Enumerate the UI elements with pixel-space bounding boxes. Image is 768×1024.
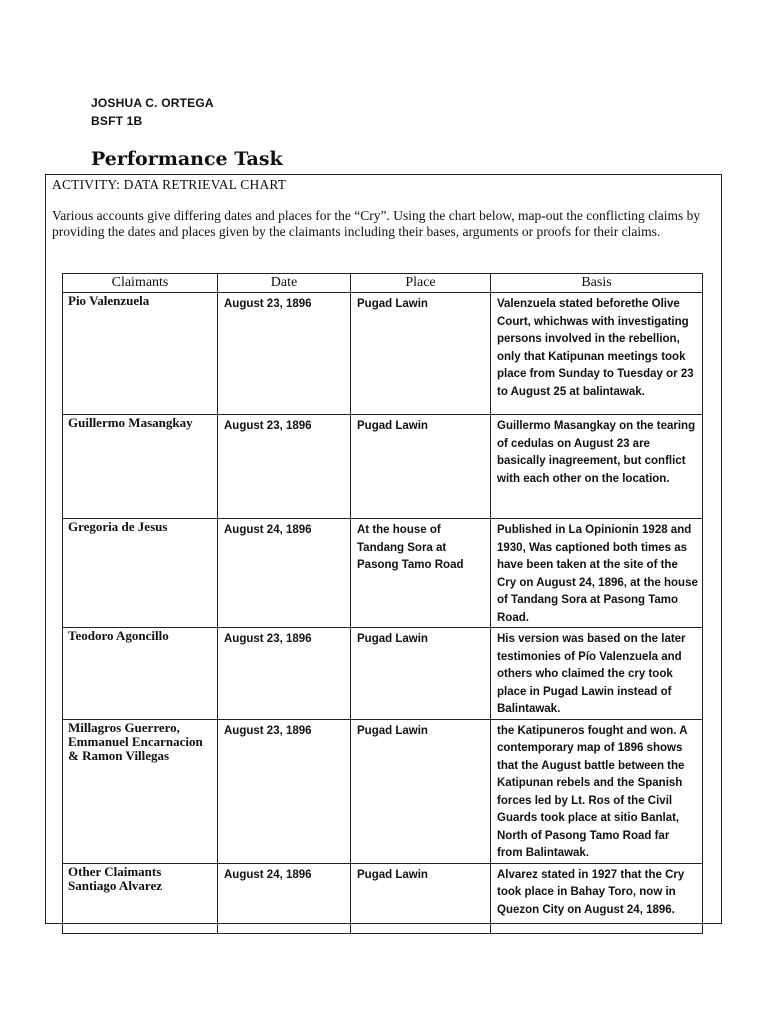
claimant-cell: Guillermo Masangkay [63, 415, 218, 519]
student-section: BSFT 1B [91, 114, 143, 128]
date-cell: August 24, 1896 [218, 519, 351, 628]
date-cell: August 23, 1896 [218, 628, 351, 720]
place-cell: At the house of Tandang Sora at Pasong Tamo Road [351, 519, 491, 628]
claimant-cell: Pio Valenzuela [63, 293, 218, 415]
table-row [63, 519, 703, 628]
table-row [63, 719, 703, 863]
student-name: JOSHUA C. ORTEGA [91, 96, 214, 110]
page-title: Performance Task [91, 148, 283, 170]
date-cell: August 23, 1896 [218, 293, 351, 415]
header-date: Date [218, 274, 351, 293]
place-cell: Pugad Lawin [351, 863, 491, 933]
claimant-cell: Other Claimants Santiago Alvarez [63, 863, 218, 933]
table-row [63, 415, 703, 519]
place-cell: Pugad Lawin [351, 293, 491, 415]
activity-title: ACTIVITY: DATA RETRIEVAL CHART [52, 177, 287, 192]
place-cell: Pugad Lawin [351, 415, 491, 519]
place-cell: Pugad Lawin [351, 719, 491, 863]
data-retrieval-table [62, 273, 703, 934]
claimant-cell: Teodoro Agoncillo [63, 628, 218, 720]
basis-cell: His version was based on the later testimonies of Pío Valenzuela and others who claimed the cry took place in Pugad Lawin instead of Balintawak. [491, 628, 703, 720]
basis-cell: Valenzuela stated beforethe Olive Court, whichwas with investigating persons involved in the rebellion, only that Katipunan meetings took place from Sunday to Tuesday or 23 to August 25 at balintawak. [491, 293, 703, 415]
basis-cell: Guillermo Masangkay on the tearing of cedulas on August 23 are basically inagreement, but conflict with each other on the location. [491, 415, 703, 519]
table-row [63, 863, 703, 933]
date-cell: August 23, 1896 [218, 415, 351, 519]
table-row [63, 628, 703, 720]
date-cell: August 24, 1896 [218, 863, 351, 933]
place-cell: Pugad Lawin [351, 628, 491, 720]
claimant-cell: Gregoria de Jesus [63, 519, 218, 628]
table-header-row [63, 274, 703, 293]
date-cell: August 23, 1896 [218, 719, 351, 863]
header-place: Place [351, 274, 491, 293]
activity-box [45, 174, 722, 924]
basis-cell: Alvarez stated in 1927 that the Cry took place in Bahay Toro, now in Quezon City on August 24, 1896. [491, 863, 703, 933]
table-row [63, 293, 703, 415]
header-claimants: Claimants [63, 274, 218, 293]
claimant-cell: Millagros Guerrero, Emmanuel Encarnacion & Ramon Villegas [63, 719, 218, 863]
basis-cell: Published in La Opinionin 1928 and 1930, Was captioned both times as have been taken at the site of the Cry on August 24, 1896, at the house of Tandang Sora at Pasong Tamo Road. [491, 519, 703, 628]
basis-cell: the Katipuneros fought and won. A contemporary map of 1896 shows that the August battle between the Katipunan rebels and the Spanish forces led by Lt. Ros of the Civil Guards took place at sitio Banlat, North of Pasong Tamo Road far from Balintawak. [491, 719, 703, 863]
activity-instructions: Various accounts give differing dates and places for the “Cry”. Using the chart below, map-out the conflicting claims by providing the dates and places given by the claimants including their bases, arguments or proofs for their claims. [52, 208, 701, 239]
header-basis: Basis [491, 274, 703, 293]
